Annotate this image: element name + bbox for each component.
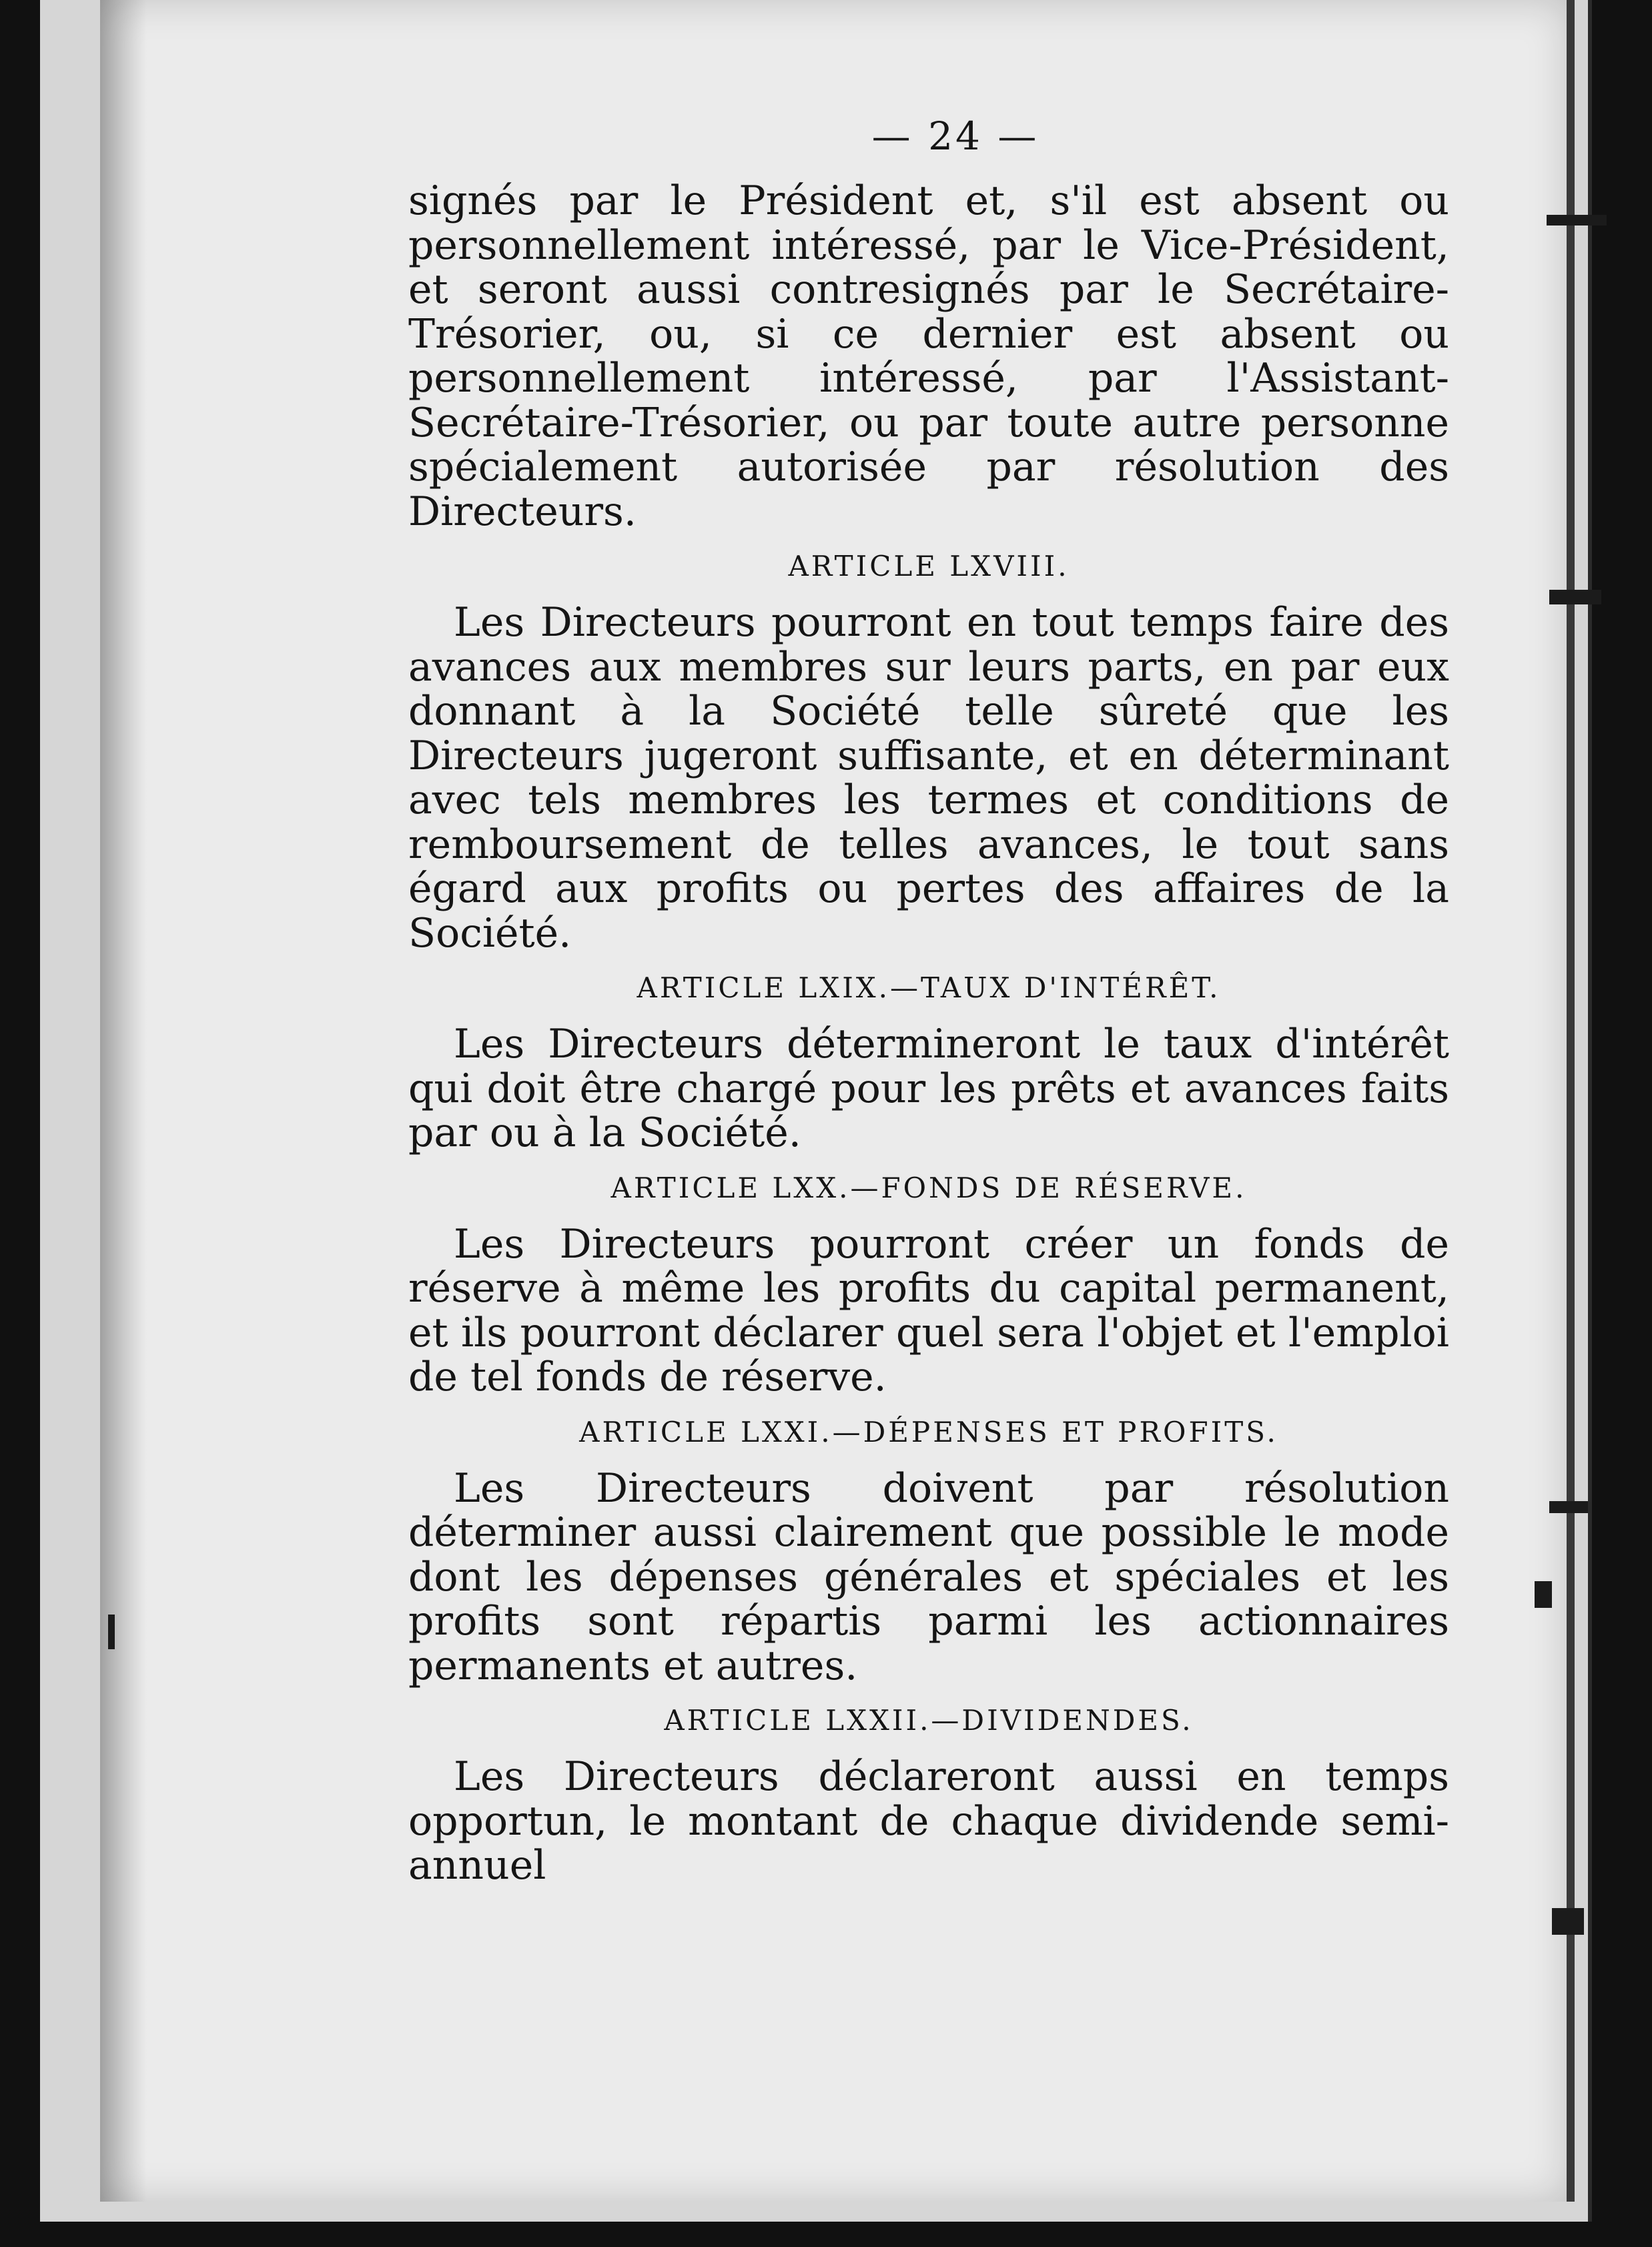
edge-mark [1552, 1908, 1584, 1935]
page-right-edge [1567, 0, 1575, 2202]
heading-article-lxix: ARTICLE LXIX.—TAUX D'INTÉRÊT. [637, 971, 1221, 1004]
paragraph-depenses-profits: Les Directeurs doivent par résolution déterminer aussi clairement que possible le mode dont les dépenses générales et spéciales et les profits sont répartis parmi les actionnaires permanents et autres. [408, 1464, 1449, 1689]
edge-mark [1547, 215, 1607, 226]
page-number: — 24 — [871, 113, 1040, 159]
edge-mark [108, 1615, 115, 1649]
edge-mark [1535, 1581, 1552, 1608]
paragraph-avances: Les Directeurs pourront en tout temps faire des avances aux membres sur leurs parts, en par eux donnant à la Société telle sûreté que les Directeurs jugeront suffisante, et en déterminant avec tels membres les termes et conditions de remboursement de telles avances, le tout sans égard aux profits ou pertes des affaires de la Société. [408, 599, 1449, 957]
heading-article-lxx: ARTICLE LXX.—FONDS DE RÉSERVE. [610, 1171, 1247, 1204]
paragraph-fonds-reserve: Les Directeurs pourront créer un fonds de réserve à même les profits du capital permanent, et ils pourront déclarer quel sera l'objet et l'emploi de tel fonds de réserve. [408, 1220, 1449, 1400]
page-content [408, 113, 1449, 1888]
paragraph-dividendes: Les Directeurs déclareront aussi en temps opportun, le montant de chaque dividende semi-annuel [408, 1753, 1449, 1889]
edge-mark [1549, 1501, 1588, 1513]
paragraph-signatures: signés par le Président et, s'il est absent ou personnellement intéressé, par le Vice-Président, et seront aussi contresignés par le Secrétaire-Trésorier, ou, si ce dernier est absent ou personnellement intéressé, par l'Assistant-Secrétaire-Trésorier, ou par toute autre personne spécialement autorisée par résolution des Directeurs. [408, 177, 1449, 535]
heading-article-lxxii: ARTICLE LXXII.—DIVIDENDES. [664, 1704, 1194, 1737]
paragraph-taux-interet: Les Directeurs détermineront le taux d'intérêt qui doit être chargé pour les prêts et avances faits par ou à la Société. [408, 1021, 1449, 1156]
heading-article-lxxi: ARTICLE LXXI.—DÉPENSES ET PROFITS. [579, 1415, 1278, 1448]
binding-shadow [100, 0, 147, 2202]
heading-article-lxviii: ARTICLE LXVIII. [788, 550, 1070, 582]
edge-mark [1549, 590, 1601, 604]
